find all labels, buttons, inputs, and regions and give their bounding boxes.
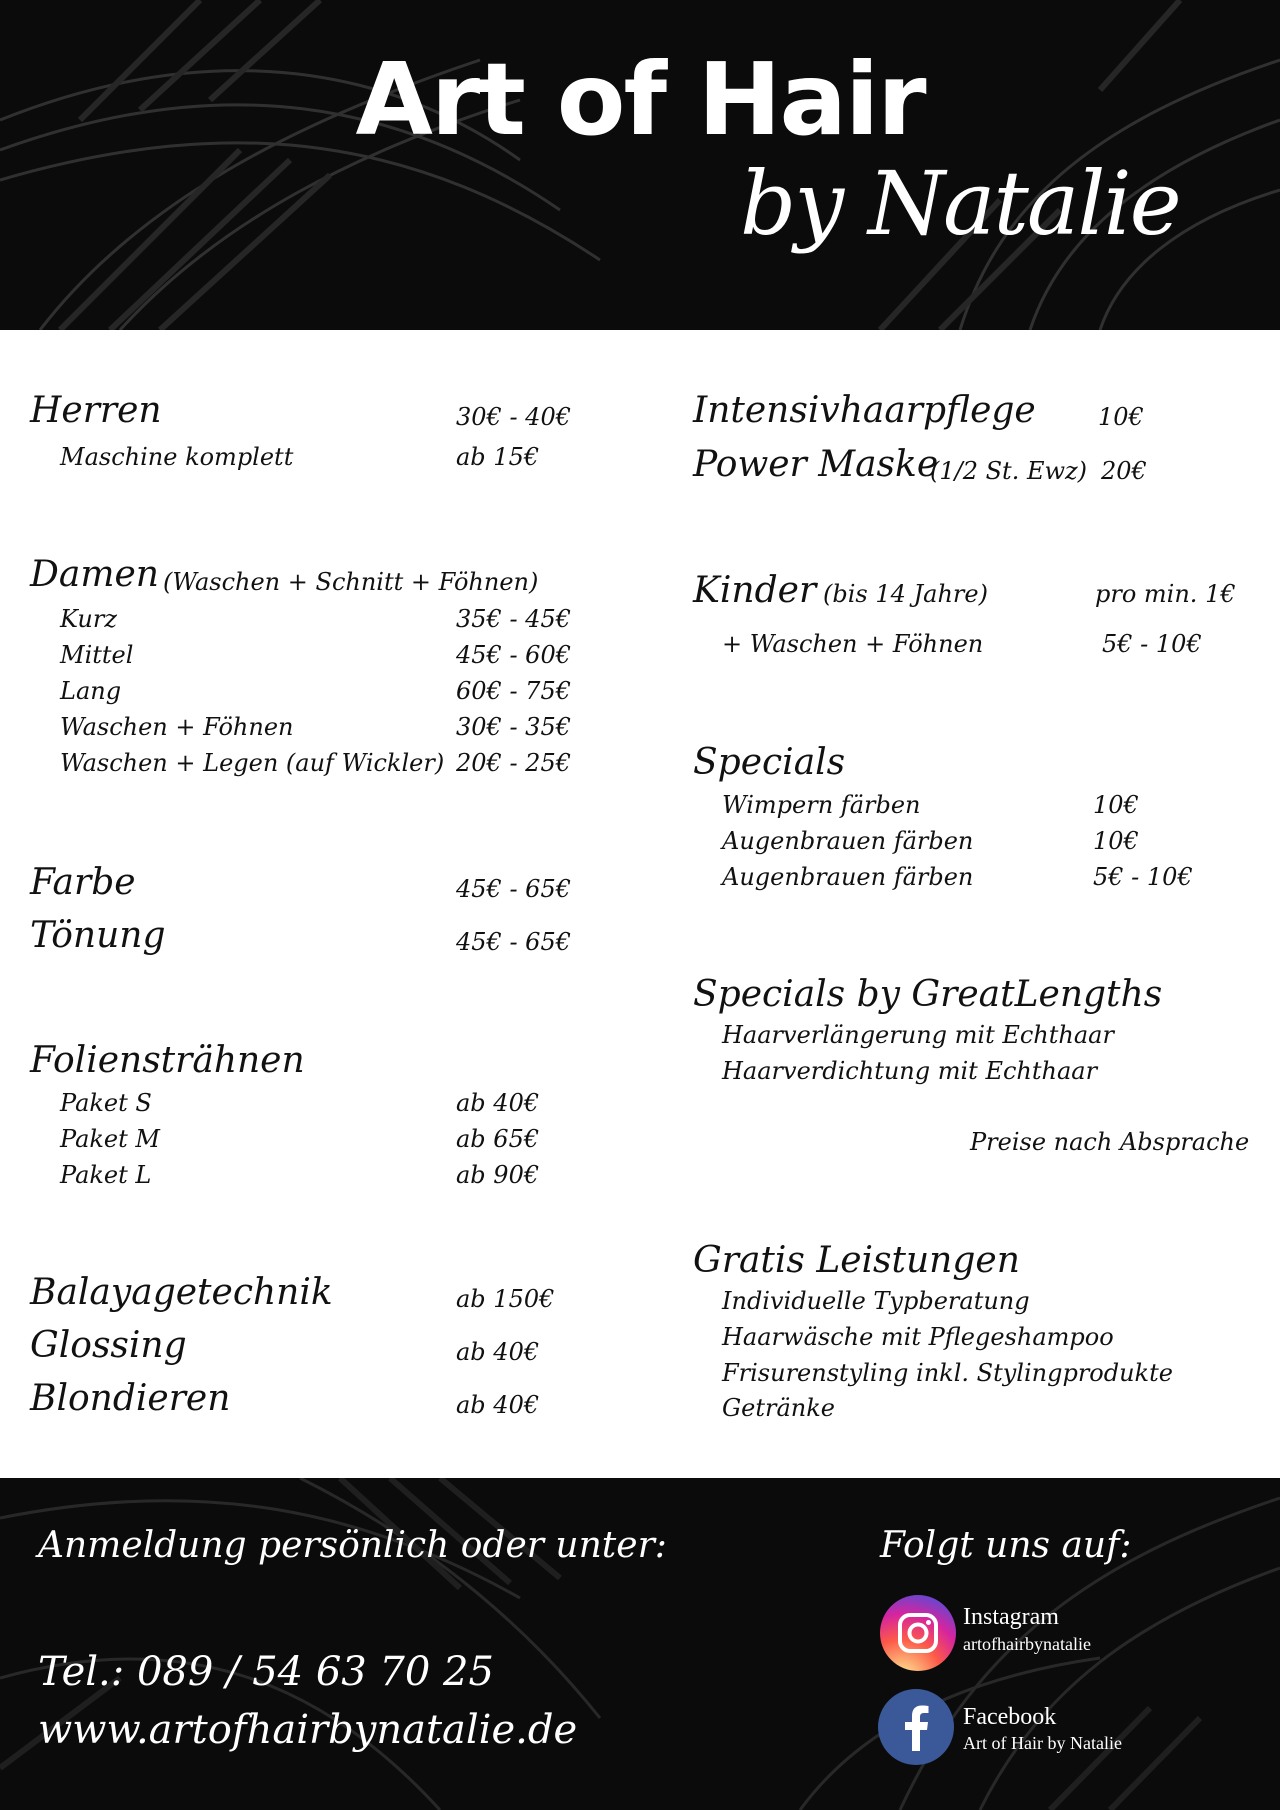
item-label: Augenbrauen färben [722,827,974,855]
section-title-intensiv: Intensivhaarpflege [693,390,1036,431]
phone-number[interactable]: Tel.: 089 / 54 63 70 25 [38,1649,494,1695]
item-price: ab 15€ [456,443,540,471]
instagram-icon[interactable] [880,1595,956,1671]
section-note-kinder: (bis 14 Jahre) [823,580,988,608]
item-label: Paket M [60,1125,160,1153]
item-price: 10€ [1093,827,1139,855]
item-price: 5€ - 10€ [1093,863,1193,891]
list-item: Individuelle Typberatung [722,1287,1030,1315]
list-item: Haarverlängerung mit Echthaar [722,1021,1114,1049]
item-label: Augenbrauen färben [722,863,974,891]
section-title-kinder: Kinder [693,570,817,611]
facebook-icon[interactable] [878,1689,954,1765]
item-price: ab 65€ [456,1125,540,1153]
item-label: Paket S [60,1089,152,1117]
price-herren: 30€ - 40€ [456,403,571,431]
instagram-handle[interactable]: artofhairbynatalie [963,1634,1091,1654]
item-price: ab 90€ [456,1161,540,1189]
price-farbe: 45€ - 65€ [456,875,571,903]
section-title-farbe: Farbe [30,862,136,903]
item-label: Lang [60,677,122,705]
facebook-handle[interactable]: Art of Hair by Natalie [963,1733,1122,1753]
footer-banner [0,1478,1280,1810]
section-title-herren: Herren [30,390,162,431]
section-note-damen: (Waschen + Schnitt + Föhnen) [163,568,539,596]
item-price: 60€ - 75€ [456,677,571,705]
item-label: + Waschen + Föhnen [722,630,984,658]
section-title-toenung: Tönung [30,915,166,956]
list-item: Haarverdichtung mit Echthaar [722,1057,1098,1085]
item-label: Wimpern färben [722,791,921,819]
section-title-blondieren: Blondieren [30,1378,231,1419]
facebook-name[interactable]: Facebook [963,1704,1057,1730]
section-note-power: (1/2 St. Ewz) [930,457,1088,485]
item-label: Paket L [60,1161,152,1189]
item-price: 10€ [1093,791,1139,819]
section-title-glossing: Glossing [30,1325,187,1366]
item-label: Kurz [60,605,117,633]
item-label: Waschen + Föhnen [60,713,294,741]
brand-title: Art of Hair [355,41,925,158]
brand-subtitle: by Natalie [740,152,1180,255]
item-price: 45€ - 60€ [456,641,571,669]
price-glossing: ab 40€ [456,1338,540,1366]
list-item: Haarwäsche mit Pflegeshampoo [722,1323,1114,1351]
section-title-gratis: Gratis Leistungen [693,1240,1020,1281]
social-heading: Folgt uns auf: [880,1525,1132,1566]
price-blondieren: ab 40€ [456,1391,540,1419]
contact-heading: Anmeldung persönlich oder unter: [38,1525,667,1566]
price-intensiv: 10€ [1098,403,1144,431]
list-item: Frisurenstyling inkl. Stylingprodukte [722,1359,1173,1387]
price-power: 20€ [1101,457,1147,485]
item-label: Maschine komplett [60,443,294,471]
section-title-specials: Specials [693,742,846,783]
section-title-damen: Damen [30,554,159,595]
price-toenung: 45€ - 65€ [456,928,571,956]
section-title-balayage: Balayagetechnik [30,1272,333,1313]
instagram-name[interactable]: Instagram [963,1604,1059,1630]
list-item: Getränke [722,1394,836,1422]
price-note: Preise nach Absprache [970,1128,1250,1156]
price-kinder: pro min. 1€ [1095,580,1236,608]
section-title-power: Power Maske [693,444,939,485]
item-price: ab 40€ [456,1089,540,1117]
item-label: Waschen + Legen (auf Wickler) [60,749,445,777]
item-price: 30€ - 35€ [456,713,571,741]
item-price: 35€ - 45€ [456,605,571,633]
section-title-greatlengths: Specials by GreatLengths [693,974,1163,1015]
section-title-folien: Foliensträhnen [30,1040,305,1081]
item-price: 5€ - 10€ [1102,630,1202,658]
item-price: 20€ - 25€ [456,749,571,777]
website-link[interactable]: www.artofhairbynatalie.de [38,1707,578,1753]
item-label: Mittel [60,641,134,669]
price-balayage: ab 150€ [456,1285,555,1313]
header-banner [0,0,1280,330]
